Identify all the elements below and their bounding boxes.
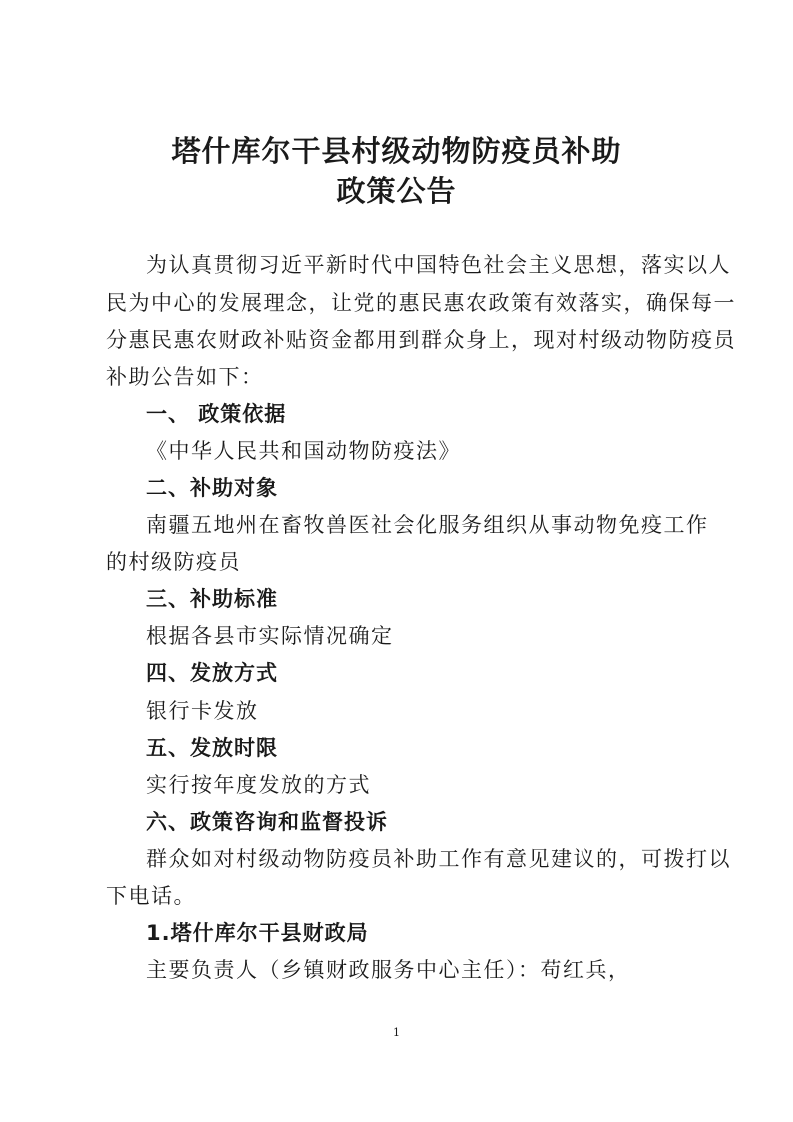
section-4-text: 银行卡发放 xyxy=(146,699,259,723)
intro-paragraph-line-2: 民为中心的发展理念，让党的惠民惠农政策有效落实，确保每一 xyxy=(106,291,736,315)
section-3-heading: 三、补助标准 xyxy=(146,587,278,611)
section-6-text-line-1: 群众如对村级动物防疫员补助工作有意见建议的，可拨打以 xyxy=(146,847,731,871)
section-4-heading: 四、发放方式 xyxy=(146,661,278,685)
section-5-text: 实行按年度发放的方式 xyxy=(146,773,371,797)
section-3-text: 根据各县市实际情况确定 xyxy=(146,624,394,648)
section-6-text-line-2: 下电话。 xyxy=(106,884,196,908)
section-2-heading: 二、补助对象 xyxy=(146,476,278,500)
document-title-line-2: 政策公告 xyxy=(336,174,457,208)
intro-paragraph-line-3: 分惠民惠农财政补贴资金都用到群众身上，现对村级动物防疫员 xyxy=(106,328,736,352)
section-2-text-line-2: 的村级防疫员 xyxy=(106,550,241,574)
page-number: 1 xyxy=(393,1026,400,1039)
section-5-heading: 五、发放时限 xyxy=(146,736,278,760)
section-1-heading: 一、 政策依据 xyxy=(146,402,287,426)
document-title-line-1: 塔什库尔干县村级动物防疫员补助 xyxy=(171,134,622,168)
section-1-text: 《中华人民共和国动物防疫法》 xyxy=(146,439,461,463)
intro-paragraph-line-4: 补助公告如下： xyxy=(106,365,264,389)
section-6-heading: 六、政策咨询和监督投诉 xyxy=(146,810,388,834)
intro-paragraph-line-1: 为认真贯彻习近平新时代中国特色社会主义思想，落实以人 xyxy=(146,253,731,277)
section-2-text-line-1: 南疆五地州在畜牧兽医社会化服务组织从事动物免疫工作 xyxy=(146,513,709,537)
contact-1-text: 主要负责人（乡镇财政服务中心主任）：苟红兵， xyxy=(146,958,631,982)
contact-1-heading: 1.塔什库尔干县财政局 xyxy=(146,921,369,945)
